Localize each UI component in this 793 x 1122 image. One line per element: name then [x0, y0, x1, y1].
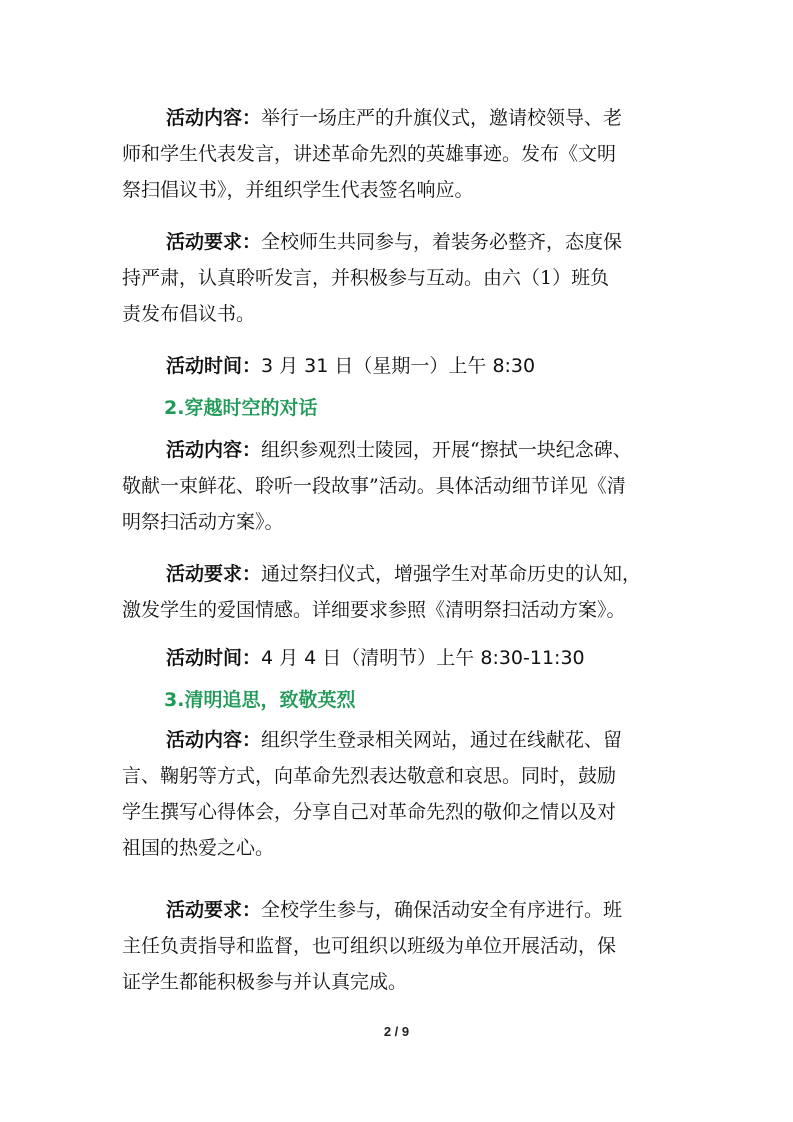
- label: 活动内容：: [166, 729, 262, 751]
- page-number: 2 / 9: [383, 1024, 410, 1039]
- section-heading-2: 2.穿越时空的对话: [164, 397, 318, 419]
- paragraph-s2-time: [122, 640, 675, 676]
- time-text: 4 月 4 日（清明节）上午 8:30-11:30: [261, 647, 585, 669]
- label: 活动内容：: [166, 439, 262, 461]
- label: 活动要求：: [166, 563, 262, 585]
- text-line: 言、鞠躬等方式，向革命先烈表达敬意和哀思。同时，鼓励: [122, 765, 617, 787]
- paragraph-s3-content: [122, 722, 675, 866]
- label: 活动时间：: [166, 355, 262, 377]
- text-line: 责发布倡议书。: [122, 303, 256, 325]
- text-line: 组织参观烈士陵园，开展“擦拭一块纪念碑、: [261, 439, 632, 461]
- label: 活动内容：: [166, 107, 262, 129]
- section-heading-3: 3.清明追思，致敬英烈: [164, 689, 356, 711]
- text-line: 学生撰写心得体会，分享自己对革命先烈的敬仰之情以及对: [122, 801, 617, 823]
- paragraph-s3-requirement: [122, 892, 675, 1000]
- text-line: 师和学生代表发言，讲述革命先烈的英雄事迹。发布《文明: [122, 143, 617, 165]
- text-line: 通过祭扫仪式，增强学生对革命历史的认知，: [261, 563, 642, 585]
- text-line: 明祭扫活动方案》。: [122, 511, 284, 533]
- paragraph-s1-requirement: [122, 224, 675, 332]
- text-line: 祭扫倡议书》，并组织学生代表签名响应。: [122, 179, 474, 201]
- text-line: 全校师生共同参与，着装务必整齐，态度保: [261, 231, 623, 253]
- label: 活动要求：: [166, 899, 262, 921]
- label: 活动时间：: [166, 647, 262, 669]
- paragraph-s1-content: [122, 100, 675, 208]
- text-line: 组织学生登录相关网站，通过在线献花、留: [261, 729, 623, 751]
- time-text: 3 月 31 日（星期一）上午 8:30: [261, 355, 536, 377]
- text-line: 激发学生的爱国情感。详细要求参照《清明祭扫活动方案》。: [122, 599, 626, 621]
- text-line: 全校学生参与，确保活动安全有序进行。班: [261, 899, 623, 921]
- text-line: 持严肃，认真聆听发言，并积极参与互动。由六（1）班负: [122, 267, 610, 289]
- text-line: 举行一场庄严的升旗仪式，邀请校领导、老: [261, 107, 623, 129]
- text-line: 证学生都能积极参与并认真完成。: [122, 971, 408, 993]
- paragraph-s1-time: [122, 348, 675, 384]
- paragraph-s2-content: [122, 432, 675, 540]
- label: 活动要求：: [166, 231, 262, 253]
- text-line: 敬献一束鲜花、聆听一段故事”活动。具体活动细节详见《清: [122, 475, 626, 497]
- text-line: 主任负责指导和监督，也可组织以班级为单位开展活动，保: [122, 935, 617, 957]
- paragraph-s2-requirement: [122, 556, 675, 628]
- text-line: 祖国的热爱之心。: [122, 837, 275, 859]
